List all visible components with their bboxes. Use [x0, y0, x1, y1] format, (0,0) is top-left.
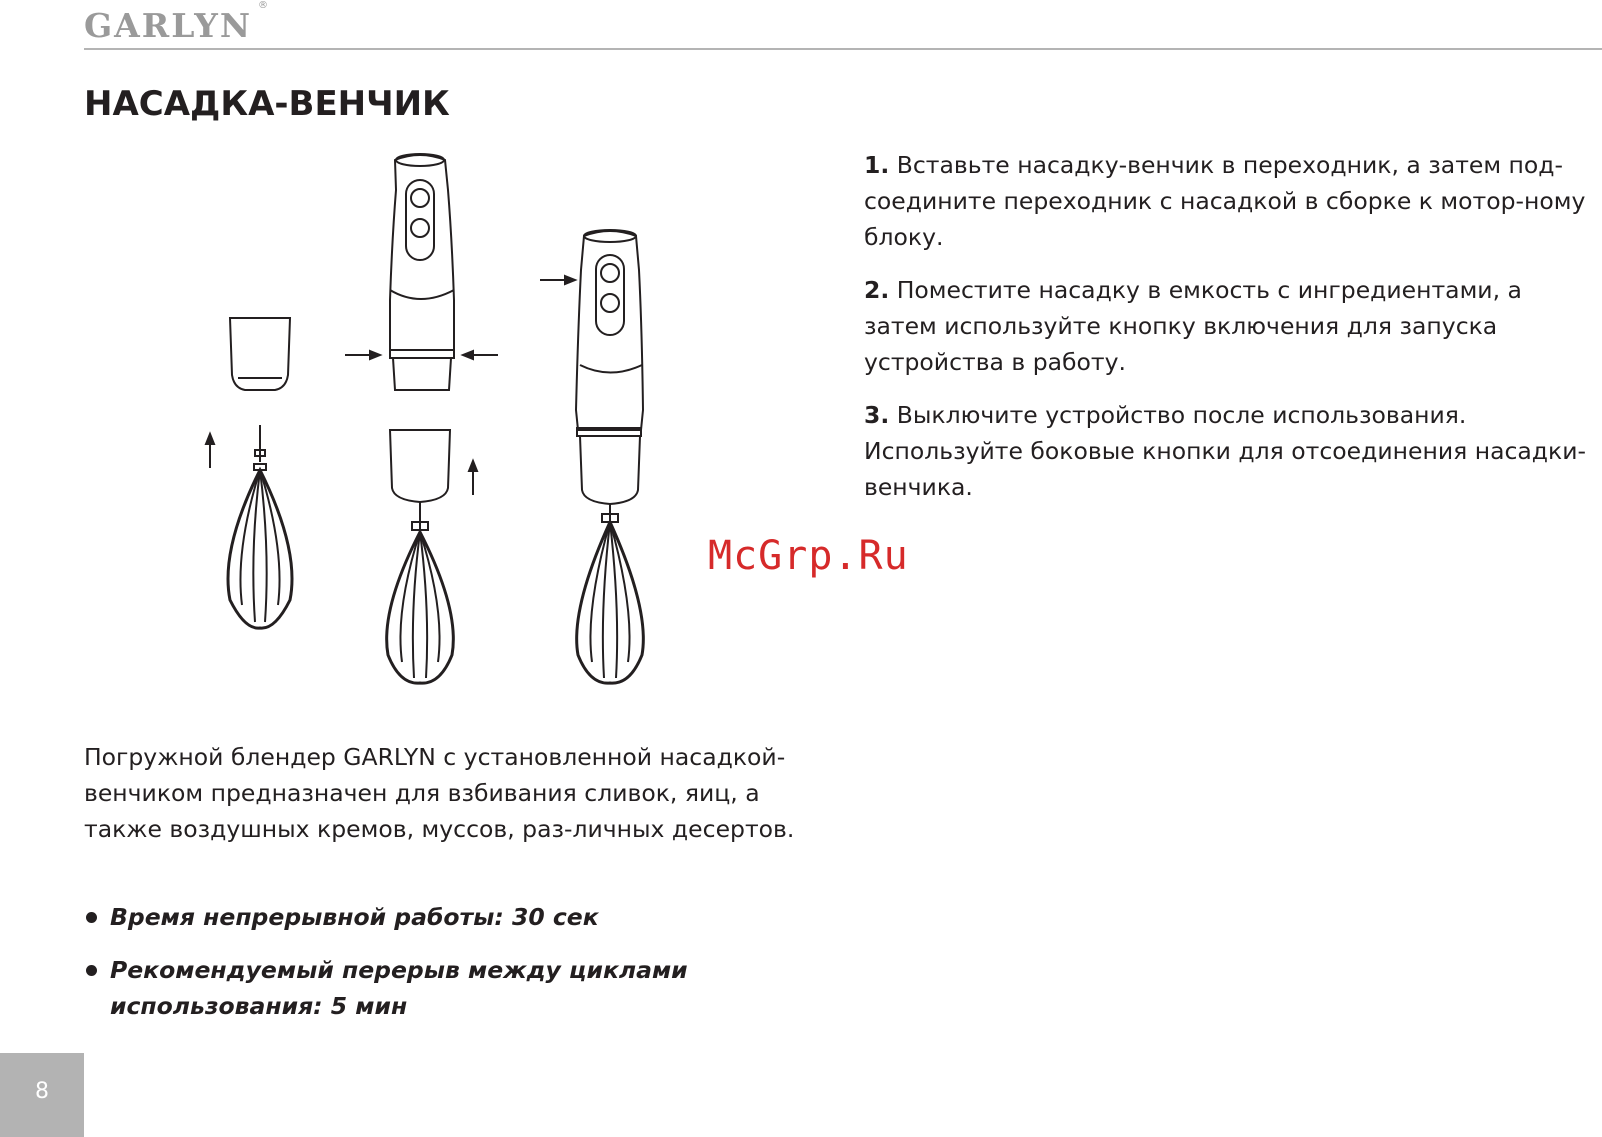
spec-break-interval [84, 952, 784, 1024]
watermark-text: McGrp.Ru [708, 533, 909, 579]
arrow-left-icon [463, 351, 498, 359]
step-1 [864, 147, 1599, 255]
step-text: Вставьте насадку-венчик в переходник, а затем под-соедините переходник с насадкой в сборке к мотор-ному блоку. [864, 151, 1586, 251]
arrow-right-assembled-icon [540, 276, 575, 284]
adapter-middle-illustration [390, 430, 450, 502]
bullet-icon [86, 912, 97, 923]
intro-paragraph: Погружной блендер GARLYN с установленной насадкой-венчиком предназначен для взбивания сливок, яиц, а также воздушных кремов, муссов, раз-личных десертов. [84, 743, 795, 843]
step-number: 2. [864, 276, 890, 304]
step-3 [864, 397, 1599, 505]
page-title: НАСАДКА-ВЕНЧИК [84, 84, 450, 124]
motor-unit-middle-illustration [390, 154, 454, 390]
specs-list [84, 899, 784, 1041]
spec-text: Рекомендуемый перерыв между циклами использования: 5 мин [110, 956, 688, 1020]
registered-mark: ® [258, 0, 268, 11]
spec-continuous-operation [84, 899, 784, 935]
step-text: Поместите насадку в емкость с ингредиентами, а затем используйте кнопку включения для запуска устройства в работу. [864, 276, 1522, 376]
blender-whisk-assembly-illustration [200, 150, 680, 710]
page-number-box [0, 1053, 84, 1137]
header-divider [84, 48, 1602, 50]
step-2 [864, 272, 1599, 380]
whisk-middle-illustration [387, 502, 454, 683]
step-number: 1. [864, 151, 890, 179]
step-text: Выключите устройство после использования. Используйте боковые кнопки для отсоединения насадки-венчика. [864, 401, 1586, 501]
bullet-icon [86, 965, 97, 976]
adapter-cup-illustration [230, 318, 290, 390]
spec-text: Время непрерывной работы: 30 сек [110, 903, 599, 931]
step-number: 3. [864, 401, 890, 429]
page-number: 8 [35, 1079, 49, 1104]
steps-list [864, 147, 1599, 522]
whisk-left-illustration [228, 425, 292, 628]
brand-logo: GARLYN [84, 6, 253, 45]
assembled-blender-illustration [576, 230, 643, 683]
arrow-up-left-icon [206, 434, 214, 468]
arrow-right-icon [345, 351, 380, 359]
arrow-up-middle-icon [469, 461, 477, 495]
